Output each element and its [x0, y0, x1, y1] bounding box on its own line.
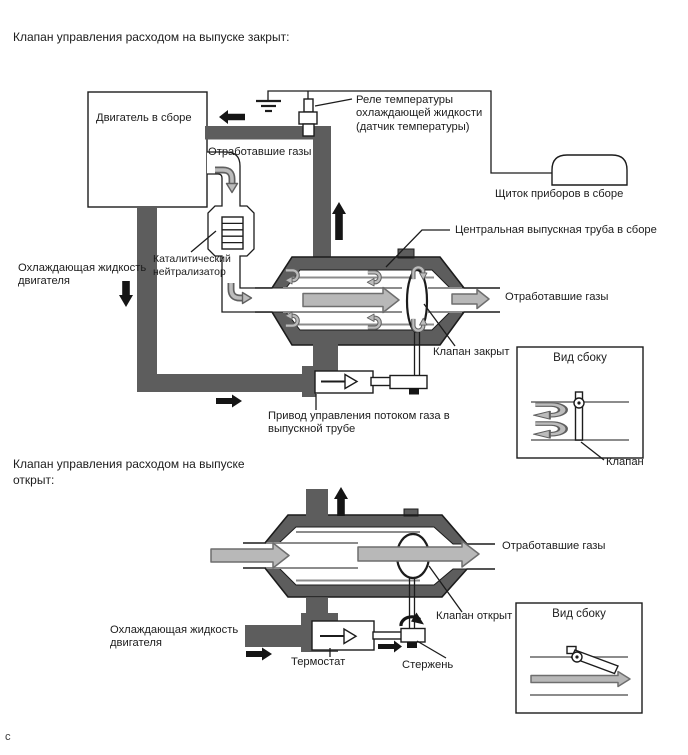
side-view-title-closed: Вид сбоку	[553, 352, 607, 364]
valve-open-label: Клапан открыт	[436, 610, 513, 622]
side-view-title-open: Вид сбоку	[552, 608, 606, 620]
rotation-arrow-icon	[401, 613, 424, 627]
coolant-temp-relay-label: Реле температуры охлаждающей жидкости (датчик температуры)	[356, 94, 483, 133]
engine-coolant-label-top: Охлаждающая жидкость двигателя	[18, 262, 147, 288]
relay-leader-line	[315, 99, 352, 106]
arrow-up-icon	[332, 202, 346, 240]
engine-coolant-label-bottom: Охлаждающая жидкость двигателя	[110, 624, 239, 650]
engine-assembly-label: Двигатель в сборе	[96, 112, 192, 124]
central-exhaust-pipe-label: Центральная выпускная труба в сборе	[455, 224, 657, 236]
instrument-panel-shape	[552, 155, 627, 185]
side-view-valve-label: Клапан	[606, 456, 644, 468]
arrow-right-icon	[216, 395, 242, 408]
thermostat-label: Термостат	[291, 656, 346, 668]
ground-icon	[256, 101, 281, 111]
catalytic-converter-core	[222, 217, 243, 249]
arrow-up-icon	[334, 487, 348, 516]
section-title-closed: Клапан управления расходом на выпуске закрыт:	[13, 30, 290, 44]
engine-box	[88, 92, 207, 207]
muffler-open	[211, 489, 495, 628]
instrument-panel-label: Щиток приборов в сборе	[495, 188, 624, 200]
valve-lever	[390, 376, 427, 389]
muffler-closed	[255, 249, 500, 345]
catalytic-converter-label: Каталитический нейтрализатор	[153, 253, 231, 278]
valve-lever	[401, 629, 425, 643]
actuator-rod	[371, 378, 391, 386]
rod-label: Стержень	[402, 659, 454, 671]
muffler-inlet-stub	[306, 489, 328, 516]
corner-mark: c	[5, 731, 11, 743]
gas-flow-actuator-label: Привод управления потоком газа в выпускной трубе	[268, 410, 450, 436]
arrow-left-icon	[219, 110, 245, 124]
exhaust-gases-label-top: Отработавшие газы	[208, 146, 312, 158]
thermostat-rod	[373, 632, 402, 639]
valve-closed-label: Клапан закрыт	[433, 346, 510, 358]
section-title-open: Клапан управления расходом на выпуске открыт:	[13, 457, 245, 487]
exhaust-gases-label-out-bottom: Отработавшие газы	[502, 540, 606, 552]
arrow-right-icon	[378, 641, 402, 653]
exhaust-gases-label-out-top: Отработавшие газы	[505, 291, 609, 303]
